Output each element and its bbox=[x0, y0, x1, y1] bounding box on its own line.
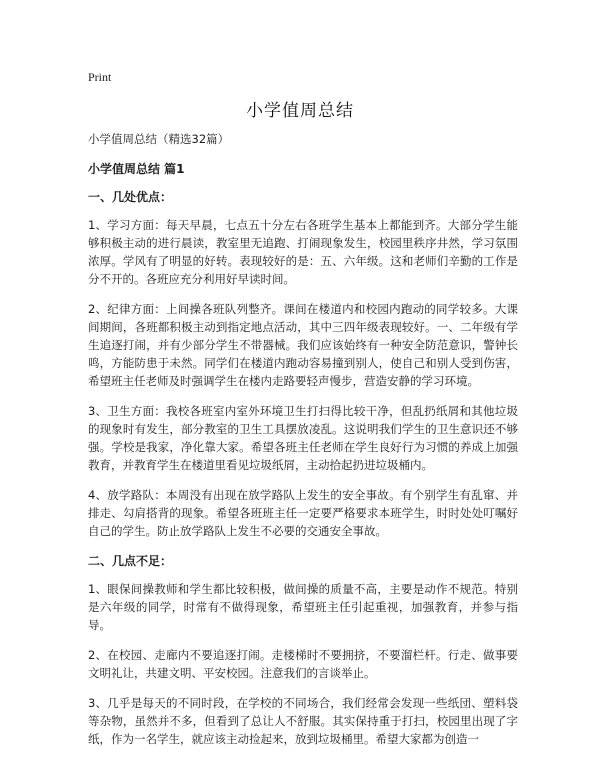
document-body bbox=[88, 130, 518, 760]
part1-heading: 一、几处优点： bbox=[88, 190, 173, 204]
paragraph-part1-3: 3、卫生方面：我校各班室内室外环境卫生打扫得比较干净，但乱扔纸屑和其他垃圾的现象时有发生，部分教室的卫生工具摆放凌乱。这说明我们学生的卫生意识还不够强。学校是我家，净化靠大家。希望各班主任老师在学生良好行为习惯的养成上加强教育，并教育学生在楼道里看见垃圾纸屑，主动拾起扔进垃圾桶内。 bbox=[88, 404, 518, 472]
paragraph-part2-2: 2、在校园、走廊内不要追逐打闹。走楼梯时不要拥挤，不要溜栏杆。行走、做事要文明礼让，共建文明、平安校园。注意我们的言谈举止。 bbox=[88, 648, 518, 680]
paragraph-part2-1: 1、眼保间操教师和学生都比较积极，做间操的质量不高，主要是动作不规范。特别是六年级的同学，时常有不做得现象，希望班主任引起重视，加强教育，并参与指导。 bbox=[88, 582, 518, 632]
part2-heading: 二、几点不足： bbox=[88, 554, 173, 568]
paragraph-part1-4: 4、放学路队：本周没有出现在放学路队上发生的安全事故。有个别学生有乱窜、并排走、勾肩搭背的现象。希望各班班主任一定要严格要求本班学生，时时处处叮嘱好自己的学生。防止放学路队上发生不必要的交通安全事故。 bbox=[88, 488, 518, 538]
page-title: 小学值周总结 bbox=[246, 101, 354, 121]
paragraph-part2-3: 3、几乎是每天的不同时段，在学校的不同场合，我们经常会发现一些纸団、塑料袋等杂物，虽然并不多，但看到了总让人不舒服。其实保持重于打扫，校园里出现了字纸，作为一名学生，就应该主动捡起来，放到垃圾桶里。希望大家都为创造一 bbox=[88, 696, 518, 746]
document-subtitle: 小学值周总结（精选32篇） bbox=[88, 132, 230, 146]
paragraph-part1-2: 2、纪律方面：上间操各班队列整齐。课间在楼道内和校园内跑动的同学较多。大课间期间，各班都积极主动到指定地点活动，其中三四年级表现较好。一、二年级有学生追逐打闹，并有少部分学生不带器械。我们应该始终有一种安全防范意识，警钟长鸣，方能防患于未然。同学们在楼道内跑动容易撞到别人，使自己和别人受到伤害，希望班主任老师及时强调学生在楼内走路要轻声慢步，营造安静的学习环境。 bbox=[88, 302, 518, 388]
paragraph-part1-1: 1、学习方面：每天早晨，七点五十分左右各班学生基本上都能到齐。大部分学生能够积极主动的进行晨读，教室里无追跑、打闹现象发生，校园里秩序井然，学习氛围浓厚。学风有了明显的好转。表现较好的是：五、六年级。这和老师们辛勤的工作是分不开的。各班应充分利用好早读时间。 bbox=[88, 218, 518, 286]
section-title: 小学值周总结 篇1 bbox=[88, 162, 185, 176]
print-link[interactable]: Print bbox=[88, 70, 112, 84]
